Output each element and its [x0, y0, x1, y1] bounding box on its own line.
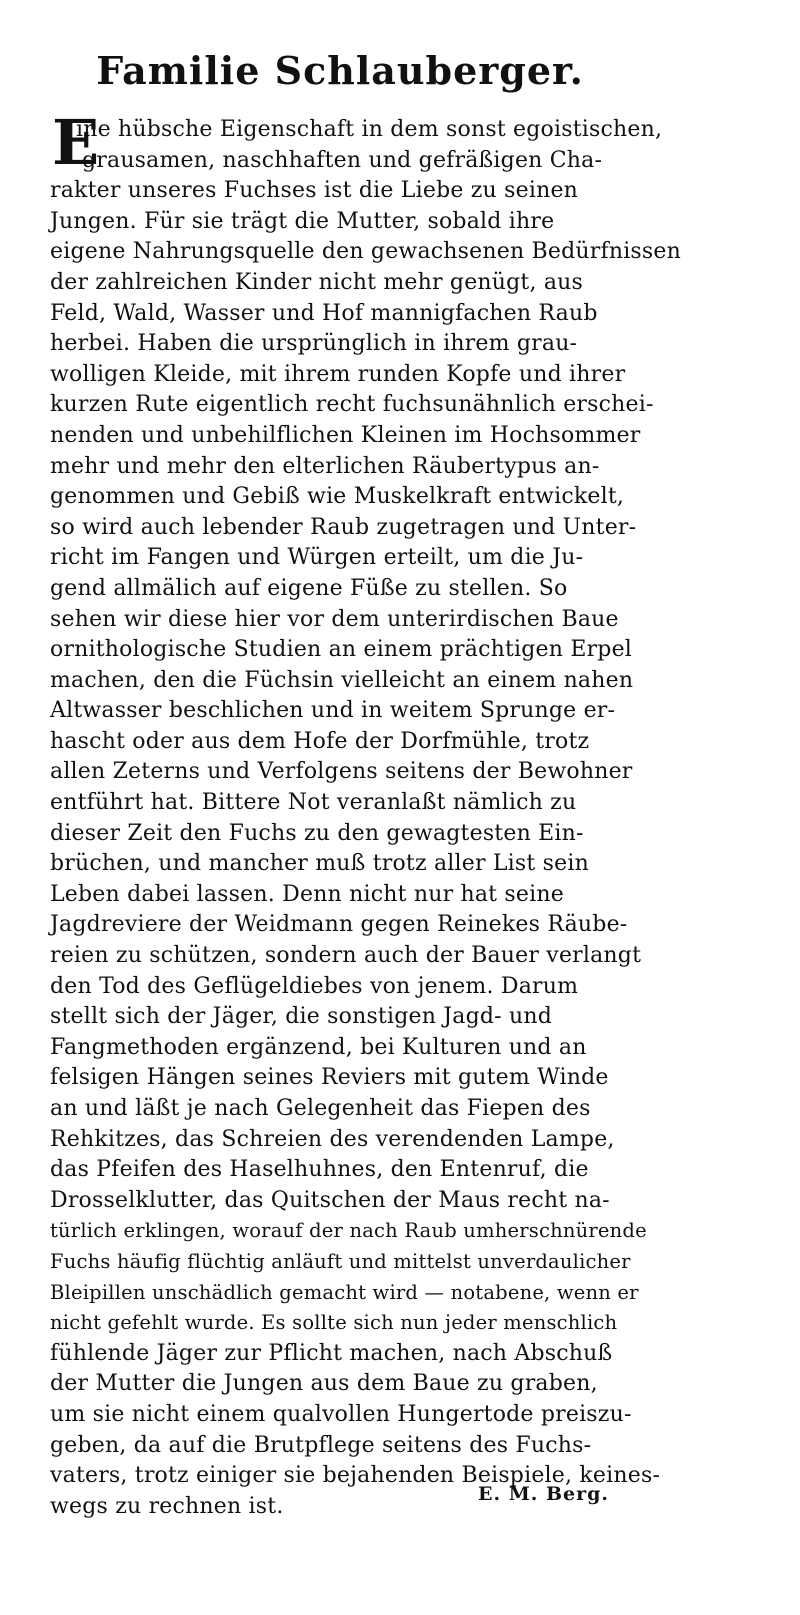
- text-line: der Mutter die Jungen aus dem Baue zu graben,: [50, 1371, 598, 1397]
- text-line: wegs zu rechnen ist.: [50, 1493, 284, 1519]
- text-line: reien zu schützen, sondern auch der Bauer verlangt: [50, 943, 642, 969]
- text-line: genommen und Gebiß wie Muskelkraft entwickelt,: [50, 484, 625, 510]
- text-line: so wird auch lebender Raub zugetragen und Unter-: [50, 514, 637, 540]
- text-line: rakter unseres Fuchses ist die Liebe zu seinen: [50, 178, 579, 204]
- text-line: richt im Fangen und Würgen erteilt, um die Ju-: [50, 545, 584, 571]
- text-line: Jungen. Für sie trägt die Mutter, sobald ihre: [50, 208, 555, 234]
- text-line: Fangmethoden ergänzend, bei Kulturen und an: [50, 1034, 587, 1060]
- text-line: das Pfeifen des Haselhuhnes, den Entenruf, die: [50, 1157, 589, 1183]
- text-line: machen, den die Füchsin vielleicht an einem nahen: [50, 667, 634, 693]
- text-line: ine hübsche Eigenschaft in dem sonst egoistischen,: [76, 117, 663, 142]
- text-line: Feld, Wald, Wasser und Hof mannigfachen Raub: [50, 300, 598, 326]
- text-line: herbei. Haben die ursprünglich in ihrem grau-: [50, 331, 578, 357]
- text-line: türlich erklingen, worauf der nach Raub umherschnürende: [50, 1219, 647, 1243]
- text-line: eigene Nahrungsquelle den gewachsenen Bedürfnissen: [50, 239, 681, 265]
- text-line: grausamen, naschhaften und gefräßigen Cha-: [82, 147, 603, 173]
- author-signature: E. M. Berg.: [478, 1483, 610, 1505]
- text-line: felsigen Hängen seines Reviers mit gutem Winde: [50, 1065, 609, 1091]
- text-line: brüchen, und mancher muß trotz aller List sein: [50, 851, 589, 877]
- text-line: mehr und mehr den elterlichen Räubertypus an-: [50, 453, 600, 479]
- text-line: nicht gefehlt wurde. Es sollte sich nun jeder menschlich: [50, 1311, 618, 1335]
- text-line: hascht oder aus dem Hofe der Dorfmühle, trotz: [50, 728, 590, 754]
- text-line: Bleipillen unschädlich gemacht wird — notabene, wenn er: [50, 1280, 639, 1304]
- text-line: nenden und unbehilflichen Kleinen im Hochsommer: [50, 422, 641, 448]
- text-line: stellt sich der Jäger, die sonstigen Jagd- und: [50, 1004, 553, 1030]
- text-line: wolligen Kleide, mit ihrem runden Kopfe und ihrer: [50, 361, 626, 387]
- text-line: Leben dabei lassen. Denn nicht nur hat seine: [50, 881, 564, 907]
- text-line: kurzen Rute eigentlich recht fuchsunähnlich erschei-: [50, 392, 654, 418]
- article-title: Familie Schlauberger.: [96, 48, 584, 93]
- text-line: Jagdreviere der Weidmann gegen Reinekes Räube-: [50, 912, 628, 938]
- text-line: der zahlreichen Kinder nicht mehr genügt, aus: [50, 269, 584, 295]
- text-line: ornithologische Studien an einem prächtigen Erpel: [50, 637, 633, 663]
- drop-cap: E: [52, 106, 100, 179]
- text-line: Fuchs häufig flüchtig anläuft und mittelst unverdaulicher: [50, 1249, 631, 1273]
- text-line: allen Zeterns und Verfolgens seitens der Bewohner: [50, 759, 633, 785]
- text-line: gend allmälich auf eigene Füße zu stellen. So: [50, 575, 568, 601]
- text-line: um sie nicht einem qualvollen Hungertode preiszu-: [50, 1401, 632, 1427]
- text-line: entführt hat. Bittere Not veranlaßt nämlich zu: [50, 790, 577, 816]
- text-line: Rehkitzes, das Schreien des verendenden Lampe,: [50, 1126, 615, 1152]
- text-line: an und läßt je nach Gelegenheit das Fiepen des: [50, 1096, 591, 1121]
- text-line: dieser Zeit den Fuchs zu den gewagtesten Ein-: [50, 820, 584, 846]
- text-line: vaters, trotz einiger sie bejahenden Beispiele, keines-: [50, 1463, 661, 1489]
- text-line: fühlende Jäger zur Pflicht machen, nach Abschuß: [50, 1340, 613, 1366]
- text-line: Drosselklutter, das Quitschen der Maus recht na-: [50, 1187, 610, 1213]
- text-line: Altwasser beschlichen und in weitem Sprunge er-: [50, 698, 616, 724]
- text-line: sehen wir diese hier vor dem unterirdischen Baue: [50, 606, 619, 632]
- text-line: geben, da auf die Brutpflege seitens des Fuchs-: [50, 1432, 592, 1458]
- article-body: [50, 115, 770, 1522]
- text-line: den Tod des Geflügeldiebes von jenem. Darum: [50, 973, 579, 999]
